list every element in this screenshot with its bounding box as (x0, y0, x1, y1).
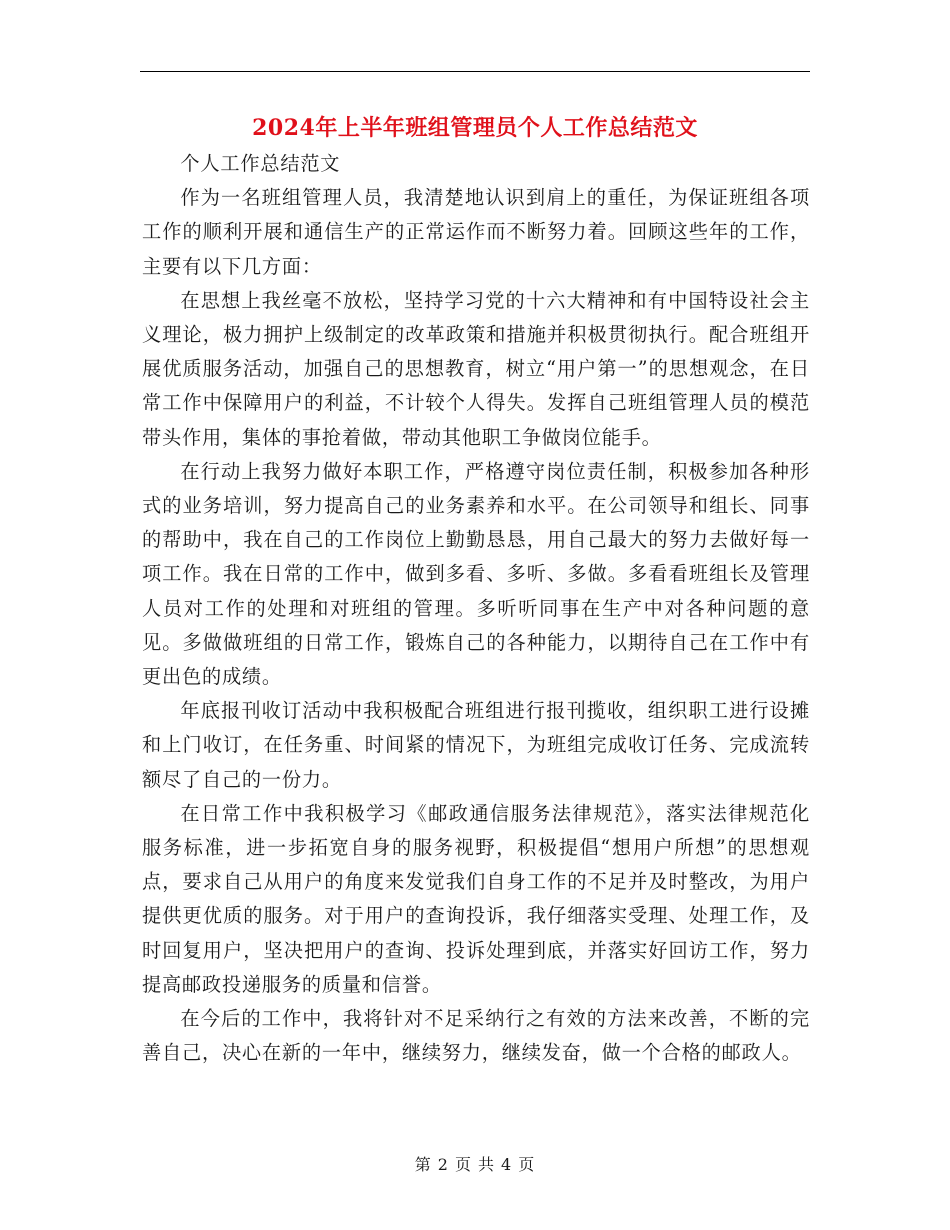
footer-page-suffix: 页 (518, 1155, 536, 1174)
paragraph-action: 在行动上我努力做好本职工作，严格遵守岗位责任制，积极参加各种形式的业务培训，努力提高自己的业务素养和水平。在公司领导和组长、同事的帮助中，我在自己的工作岗位上勤勤恳恳，用自己最大的努力去做好每一项工作。我在日常的工作中，做到多看、多听、多做。多看看班组长及管理人员对工作的处理和对班组的管理。多听听同事在生产中对各种问题的意见。多做做班组的日常工作，锻炼自己的各种能力，以期待自己在工作中有更出色的成绩。 (142, 459, 810, 689)
header-rule (140, 71, 810, 72)
footer-total-pages: 4 (501, 1155, 513, 1174)
paragraph-service: 在日常工作中我积极学习《邮政通信服务法律规范》，落实法律规范化服务标准，进一步拓宽自身的服务视野，积极提倡“想用户所想”的思想观点，要求自己从用户的角度来发觉我们自身工作的不足并及时整改，为用户提供更优质的服务。对于用户的查询投诉，我仔细落实受理、处理工作，及时回复用户，坚决把用户的查询、投诉处理到底，并落实好回访工作，努力提高邮政投递服务的质量和信誉。 (142, 801, 810, 996)
footer-total-prefix: 共 (478, 1155, 496, 1174)
paragraph-thought: 在思想上我丝毫不放松，坚持学习党的十六大精神和有中国特设社会主义理论，极力拥护上级制定的改革政策和措施并积极贯彻执行。配合班组开展优质服务活动，加强自己的思想教育，树立“用户第一”的思想观念，在日常工作中保障用户的利益，不计较个人得失。发挥自己班组管理人员的模范带头作用，集体的事抢着做，带动其他职工争做岗位能手。 (142, 288, 810, 449)
footer-page-label: 页 (454, 1155, 472, 1174)
paragraph-future: 在今后的工作中，我将针对不足采纳行之有效的方法来改善，不断的完善自己，决心在新的一年中，继续努力，继续发奋，做一个合格的邮政人。 (142, 1007, 810, 1065)
document-title: 2024年上半年班组管理员个人工作总结范文 (252, 115, 698, 141)
footer-current-page: 2 (437, 1155, 449, 1174)
paragraph-intro: 作为一名班组管理人员，我清楚地认识到肩上的重任，为保证班组各项工作的顺利开展和通信生产的正常运作而不断努力着。回顾这些年的工作，主要有以下几方面： (142, 186, 810, 278)
document-subtitle: 个人工作总结范文 (180, 152, 341, 175)
footer-prefix: 第 (414, 1155, 432, 1174)
page-footer (0, 1155, 950, 1175)
document-body (142, 147, 810, 1070)
paragraph-subscription: 年底报刊收订活动中我积极配合班组进行报刊揽收，组织职工进行设摊和上门收订，在任务重、时间紧的情况下，为班组完成收订任务、完成流转额尽了自己的一份力。 (142, 699, 810, 791)
